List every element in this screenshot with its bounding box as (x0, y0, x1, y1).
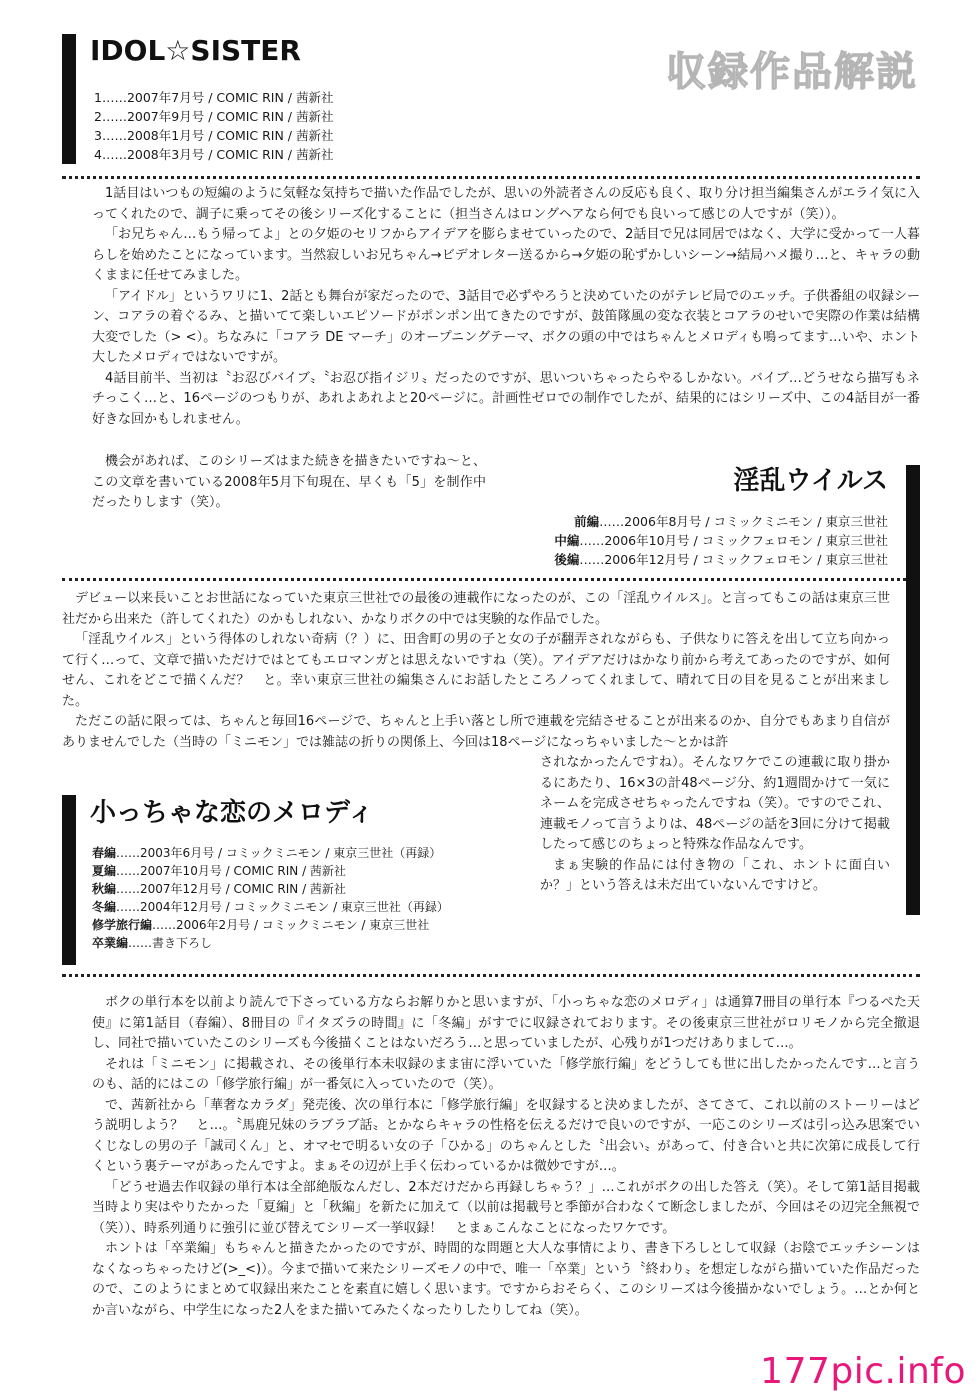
paragraph: まぁ実験的作品には付き物の「これ、ホントに面白いか？」という答えは未だ出ていないんですけど。 (540, 857, 890, 893)
credit-line: 前編……2006年8月号 / コミックミニモン / 東京三世社 (574, 514, 888, 529)
credits-chiisana-koi-no-melody (92, 844, 449, 952)
section-bar (62, 34, 76, 164)
paragraph: 1話目はいつもの短編のように気軽な気持ちで描いた作品でしたが、思いの外読者さんの反応も良く、取り分け担当編集さんがエライ気に入ってくれたので、調子に乗ってその後シリーズ化することに（担当さんはロングヘアなら何でも良いって感じの人ですが（笑））。 (92, 186, 920, 222)
credit-line: 夏編……2007年10月号 / COMIC RIN / 茜新社 (92, 864, 346, 878)
credit-line: 中編……2006年10月号 / コミックフェロモン / 東京三世社 (554, 533, 888, 548)
dotted-divider (62, 176, 920, 179)
paragraph: 機会があれば、このシリーズはまた続きを描きたいですね〜と、この文章を書いている2008年5月下旬現在、早くも「5」を制作中だったりします（笑）。 (92, 454, 486, 510)
section-title-chiisana-koi-no-melody: 小っちゃな恋のメロディ (90, 798, 374, 828)
credit-line: 冬編……2004年12月号 / コミックミニモン / 東京三世社（再録） (92, 900, 449, 914)
paragraph: で、茜新社から「華奢なカラダ」発売後、次の単行本に「修学旅行編」を収録すると決めましたが、さてさて、これ以前のストーリーはどう説明しよう？ と…。〝馬鹿兄妹のラブラブ話〟とかならキャラの性格を伝えるだけで良いのですが、一応このシリーズは引っ込み思案でいくじなしの男の子「誠司くん」と、オマセで明るい女の子「ひかる」のちゃんとした〝出会い〟があって、付き合いと共に次第に成長して行くという裏テーマがあったんですよ。まぁその辺が上手く伝わっているかは微妙ですが…。 (92, 1097, 920, 1174)
dotted-divider (62, 578, 906, 581)
page-heading: 収録作品解説 (666, 49, 918, 95)
section-title-idol-sister: IDOL☆SISTER (90, 34, 301, 67)
paragraph: 「淫乱ウイルス」という得体のしれない奇病（？）に、田舎町の男の子と女の子が翻弄されながらも、子供なりに答えを出して立ち向かって行く…って、文章で描いただけではとてもエロマンガとは思えないですね（笑）。アイデアだけはかなり前から考えてあったのですが、如何せん、これをどこで描くんだ？ と。幸い東京三世社の編集さんにお話したところノってくれまして、晴れて日の目を見ることが出来ました。 (62, 632, 890, 709)
paragraph: デビュー以来長いことお世話になっていた東京三世社での最後の連載作になったのが、この「淫乱ウイルス」。と言ってもこの話は東京三世社だから出来た（許してくれた）のかもしれない、かなりボクの中では実験的な作品でした。 (62, 591, 890, 627)
credit-line: 春編……2003年6月号 / コミックミニモン / 東京三世社（再録） (92, 846, 442, 860)
dotted-divider (62, 974, 920, 977)
credit-line: 修学旅行編……2006年2月号 / コミックミニモン / 東京三世社 (92, 918, 430, 932)
paragraph: ボクの単行本を以前より読んで下さっている方ならお解りかと思いますが、「小っちゃな恋のメロディ」は通算7冊目の単行本『つるぺた天使』に第1話目（春編）、8冊目の『イタズラの時間』に「冬編」がすでに収録されております。その後東京三世社がロリモノから完全撤退し、同社で描いていたこのシリーズも今後描くことはないだろう…と思っていましたが、心残りが1つだけありまして…。 (92, 995, 920, 1051)
paragraph: それは「ミニモン」に掲載され、その後単行本未収録のまま宙に浮いていた「修学旅行編」をどうしても世に出したかったんです…と言うのも、話的にはこの「修学旅行編」が一番気に入っていたので（笑）。 (92, 1056, 920, 1092)
paragraph: ホントは「卒業編」もちゃんと描きたかったのですが、時間的な問題と大人な事情により、書き下ろしとして収録（お陰でエッチシーンはなくなっちゃったけど(>_<)）。今まで描いて来たシリーズモノの中で、唯一「卒業」という〝終わり〟を想定しながら描いていた作品だったので、このようにまとめて収録出来たことを素直に嬉しく思います。ですからおそらく、このシリーズは今後描かないでしょう。…とか何とか言いながら、中学生になった2人をまた描いてみたくなったりしたりしてね（笑）。 (92, 1241, 920, 1318)
credits-idol-sister (94, 88, 334, 164)
credits-inran-virus (428, 512, 888, 569)
paragraph: 「どうせ過去作収録の単行本は全部絶版なんだし、2本だけだから再録しちゃう？」…これがボクの出した答え（笑）。そして第1話目掲載当時より実はやりたかった「夏編」と「秋編」を新たに加えて（以前は掲載号と季節が合わなくて断念しましたが、今回はその辺完全無視で（笑））、時系列通りに強引に並び替えてシリーズ一挙収録！ とまぁこんなことになったワケです。 (92, 1179, 920, 1236)
credit-line: 1……2007年7月号 / COMIC RIN / 茜新社 (94, 90, 334, 105)
credit-line: 3……2008年1月号 / COMIC RIN / 茜新社 (94, 128, 334, 143)
credit-line: 2……2007年9月号 / COMIC RIN / 茜新社 (94, 109, 334, 124)
paragraph: ただこの話に限っては、ちゃんと毎回16ページで、ちゃんと上手い落とし所で連載を完結させることが出来るのか、自分でもあまり自信がありませんでした（当時の「ミニモン」では雑誌の折りの関係上、今回は18ページになっちゃいました〜とかは許 (62, 714, 890, 750)
article-inran-virus (62, 589, 890, 753)
article-idol-sister-closing (92, 452, 486, 514)
credit-line: 卒業編……書き下ろし (92, 936, 213, 950)
paragraph: 「お兄ちゃん…もう帰ってよ」との夕姫のセリフからアイデアを膨らませていったので、2話目で兄は同居ではなく、大学に受かって一人暮らしを始めたことになっています。当然寂しいお兄ちゃん→ビデオレター送るから→夕姫の恥ずかしいシーン→結局ハメ撮り…と、キャラの動くままに任せてみました。 (92, 227, 920, 283)
credit-line: 4……2008年3月号 / COMIC RIN / 茜新社 (94, 147, 334, 162)
section-bar (906, 465, 920, 915)
paragraph: 「アイドル」というワリに1、2話とも舞台が家だったので、3話目で必ずやろうと決めていたのがテレビ局でのエッチ。子供番組の収録シーン、コアラの着ぐるみ、と描いてて楽しいエピソードがポンポン出てきたのですが、鼓笛隊風の変な衣装とコアラのせいで実際の作業は結構大変でした（> <）。ちなみに「コアラ DE マーチ」のオープニングテーマ、ボクの頭の中ではちゃんとメロディも鳴ってます…いや、ホント大したメロディではないですが。 (92, 288, 920, 365)
section-bar (62, 795, 76, 965)
section-title-inran-virus: 淫乱ウイルス (733, 466, 888, 496)
credit-line: 後編……2006年12月号 / コミックフェロモン / 東京三世社 (554, 552, 888, 567)
article-chiisana-koi-no-melody (92, 993, 920, 1321)
article-idol-sister (92, 184, 920, 430)
watermark: 177pic.info (760, 1351, 966, 1392)
article-inran-virus-continuation (540, 753, 890, 897)
credit-line: 秋編……2007年12月号 / COMIC RIN / 茜新社 (92, 882, 346, 896)
paragraph: されなかったんですね）。そんなワケでこの連載に取り掛かるにあたり、16×3の計48ページ分、約1週間かけて一気にネームを完成させちゃったんですね（笑）。ですのでこれ、連載モノって言うよりは、48ページの話を3回に分けて掲載したって感じのちょっと特殊な作品なんです。 (540, 755, 890, 852)
paragraph: 4話目前半、当初は〝お忍びバイブ〟〝お忍び指イジリ〟だったのですが、思いついちゃったらやるしかない。バイブ…どうせなら描写もネチっこく…と、16ページのつもりが、あれよあれよと20ページに。計画性ゼロでの制作でしたが、結果的にはシリーズ中、この4話目が一番好きな回かもしれません。 (92, 370, 920, 427)
